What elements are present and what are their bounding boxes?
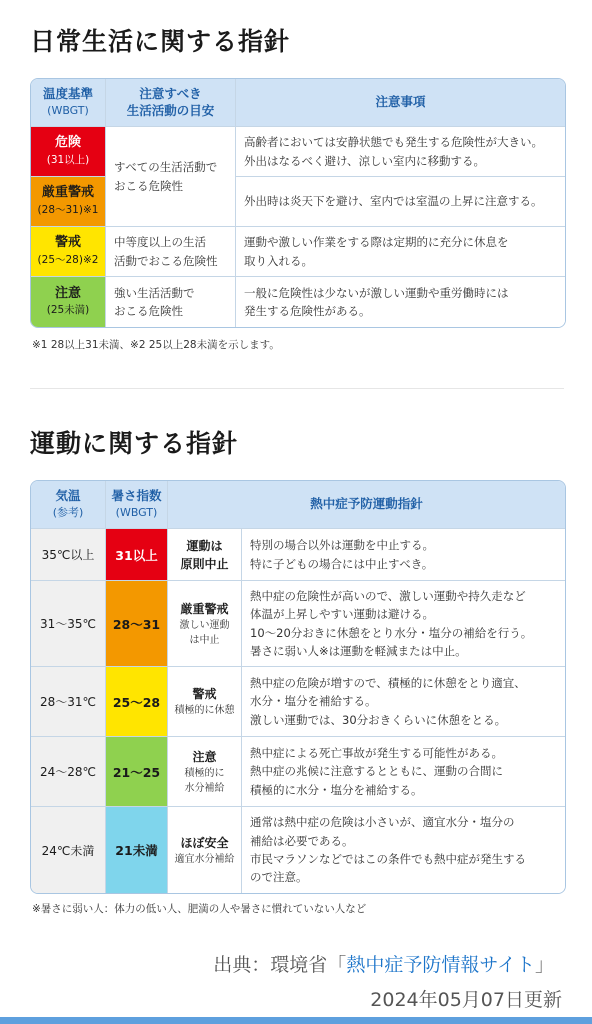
daily-footnote: ※1 28以上31未満、※2 25以上28未満を示します。 <box>32 339 280 351</box>
header-air-temperature: 気温 (参考) <box>31 481 106 529</box>
activity-all: すべての生活活動で おこる危険性 <box>106 127 236 227</box>
exercise-guideline-table <box>30 480 566 894</box>
guide-label: 警戒 積極的に休憩 <box>168 667 242 737</box>
guide-label: 注意 積極的に 水分補給 <box>168 737 242 807</box>
temp-range: 24〜28℃ <box>31 737 106 807</box>
guide-label: 厳重警戒 激しい運動 は中止 <box>168 581 242 667</box>
header-activity-guide: 注意すべき 生活活動の目安 <box>106 79 236 127</box>
guide-text: 熱中症による死亡事故が発生する可能性がある。 熱中症の兆候に注意するとともに、運動の合間に 積極的に水分・塩分を補給する。 <box>242 737 565 807</box>
level-danger: 危険 (31以上) <box>31 127 106 177</box>
source-credit <box>213 950 554 977</box>
activity-moderate: 中等度以上の生活 活動でおこる危険性 <box>106 227 236 277</box>
wbgt-level: 25〜28 <box>106 667 168 737</box>
wbgt-level: 21未満 <box>106 807 168 893</box>
header-heat-index: 暑さ指数 (WBGT) <box>106 481 168 529</box>
source-suffix: 」 <box>534 954 554 976</box>
guide-label: 運動は 原則中止 <box>168 529 242 581</box>
precaution-caution: 一般に危険性は少ないが激しい運動や重労働時には 発生する危険性がある。 <box>236 277 565 327</box>
precaution-severe-warning: 外出時は炎天下を避け、室内では室温の上昇に注意する。 <box>236 177 565 227</box>
temp-range: 31〜35℃ <box>31 581 106 667</box>
bottom-bar <box>0 1017 592 1024</box>
guide-text: 熱中症の危険性が高いので、激しい運動や持久走など 体温が上昇しやすい運動は避ける。 10〜20分おきに休憩をとり水分・塩分の補給を行う。 暑さに弱い人※は運動を軽減または中止。 <box>242 581 565 667</box>
guide-text: 熱中症の危険が増すので、積極的に休憩をとり適宜、 水分・塩分を補給する。 激しい運動では、30分おきくらいに休憩をとる。 <box>242 667 565 737</box>
guide-label: ほぼ安全 適宜水分補給 <box>168 807 242 893</box>
level-warning: 警戒 (25〜28)※2 <box>31 227 106 277</box>
wbgt-level: 28〜31 <box>106 581 168 667</box>
level-severe-warning: 厳重警戒 (28〜31)※1 <box>31 177 106 227</box>
exercise-footnote: ※暑さに弱い人：体力の低い人、肥満の人や暑さに慣れていない人など <box>32 903 367 915</box>
temp-range: 35℃以上 <box>31 529 106 581</box>
section-divider <box>30 388 564 389</box>
source-link[interactable]: 熱中症予防情報サイト <box>346 954 535 976</box>
wbgt-level: 31以上 <box>106 529 168 581</box>
activity-strong: 強い生活活動で おこる危険性 <box>106 277 236 327</box>
level-caution: 注意 (25未満) <box>31 277 106 327</box>
guide-text: 通常は熱中症の危険は小さいが、適宜水分・塩分の 補給は必要である。 市民マラソンなどではこの条件でも熱中症が発生する ので注意。 <box>242 807 565 893</box>
daily-guideline-title: 日常生活に関する指針 <box>30 27 291 56</box>
precaution-warning: 運動や激しい作業をする際は定期的に充分に休息を 取り入れる。 <box>236 227 565 277</box>
source-prefix: 出典：環境省「 <box>213 954 347 976</box>
temp-range: 28〜31℃ <box>31 667 106 737</box>
header-temperature-standard: 温度基準 (WBGT) <box>31 79 106 127</box>
daily-guideline-table <box>30 78 566 328</box>
temp-range: 24℃未満 <box>31 807 106 893</box>
header-precautions: 注意事項 <box>236 79 565 127</box>
header-exercise-guideline: 熱中症予防運動指針 <box>168 481 565 529</box>
updated-date: 2024年05月07日更新 <box>370 989 562 1011</box>
guide-text: 特別の場合以外は運動を中止する。 特に子どもの場合には中止すべき。 <box>242 529 565 581</box>
wbgt-level: 21〜25 <box>106 737 168 807</box>
exercise-guideline-title: 運動に関する指針 <box>30 429 239 458</box>
precaution-danger: 高齢者においては安静状態でも発生する危険性が大きい。 外出はなるべく避け、涼しい室内に移動する。 <box>236 127 565 177</box>
